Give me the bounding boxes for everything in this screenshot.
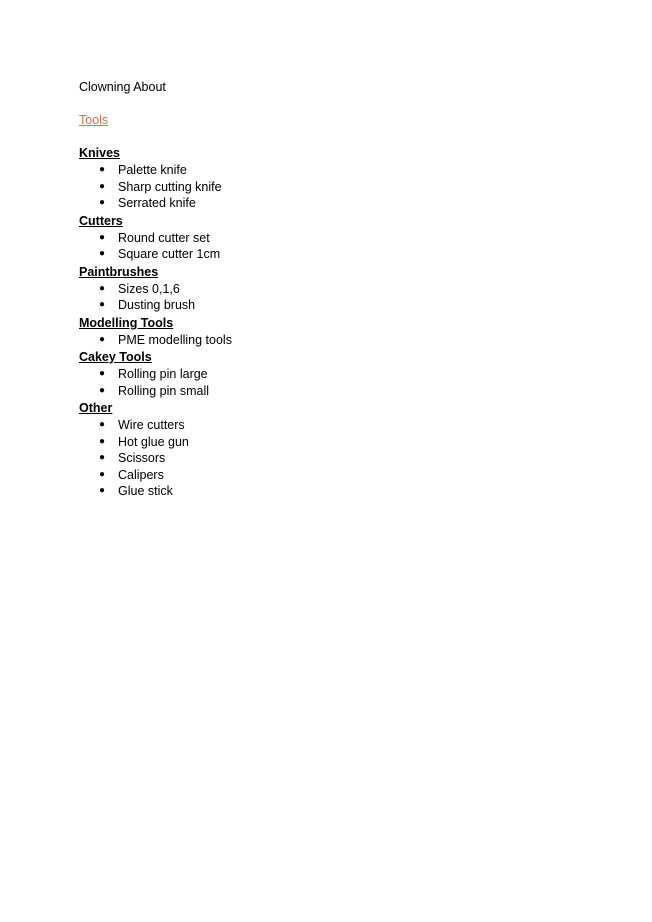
list-cutters [79,230,599,263]
section-heading-knives: Knives [79,146,120,160]
list-item [79,281,599,298]
list-item-text: Rolling pin large [118,367,208,381]
list-item-text: Sizes 0,1,6 [118,281,180,296]
list-item [79,230,599,247]
bullet-icon: ● [99,368,106,379]
list-item-text: Palette knife [118,163,187,177]
document-page [79,78,599,500]
list-item-text: Wire cutters [118,418,185,432]
section-heading-cakey-tools: Cakey Tools [79,350,152,364]
bullet-icon: ● [99,384,106,396]
list-modelling-tools [79,332,599,349]
list-item-text: Hot glue gun [118,434,189,449]
bullet-icon: ● [99,452,106,463]
list-other [79,417,599,500]
section-heading-paintbrushes: Paintbrushes [79,264,159,279]
list-item [79,195,599,212]
bullet-icon: ● [99,231,106,243]
list-knives [79,162,599,212]
list-item-text: Serrated knife [118,196,196,210]
bullet-icon: ● [99,282,106,294]
list-item [79,366,599,383]
list-item [79,246,599,263]
bullet-icon: ● [99,180,106,192]
list-item-text: Calipers [118,467,164,482]
list-item [79,417,599,434]
list-item [79,467,599,484]
bullet-icon: ● [99,485,106,496]
list-item-text: Dusting brush [118,298,196,312]
bullet-icon: ● [99,164,106,175]
section-heading-other: Other [79,401,113,415]
list-cakey-tools [79,366,599,399]
list-item-text: Rolling pin small [118,383,210,398]
list-item-text: Glue stick [118,484,173,498]
list-item-text: Scissors [118,451,166,465]
list-item [79,332,599,349]
bullet-icon: ● [99,435,106,447]
list-item [79,179,599,196]
list-item [79,383,599,400]
list-item-text: Round cutter set [118,230,210,245]
bullet-icon: ● [99,419,106,430]
list-item [79,483,599,500]
tools-heading: Tools [79,113,109,127]
list-paintbrushes [79,281,599,314]
list-item-text: Sharp cutting knife [118,179,222,194]
section-heading-modelling-tools: Modelling Tools [79,315,174,330]
list-item [79,297,599,314]
section-heading-cutters: Cutters [79,213,123,228]
document-title: Clowning About [79,80,166,94]
list-item-text: Square cutter 1cm [118,247,221,261]
list-item [79,450,599,467]
bullet-icon: ● [99,248,106,259]
bullet-icon: ● [99,197,106,208]
list-item [79,434,599,451]
bullet-icon: ● [99,468,106,480]
bullet-icon: ● [99,333,106,345]
list-item-text: PME modelling tools [118,332,232,347]
list-item [79,162,599,179]
bullet-icon: ● [99,299,106,310]
